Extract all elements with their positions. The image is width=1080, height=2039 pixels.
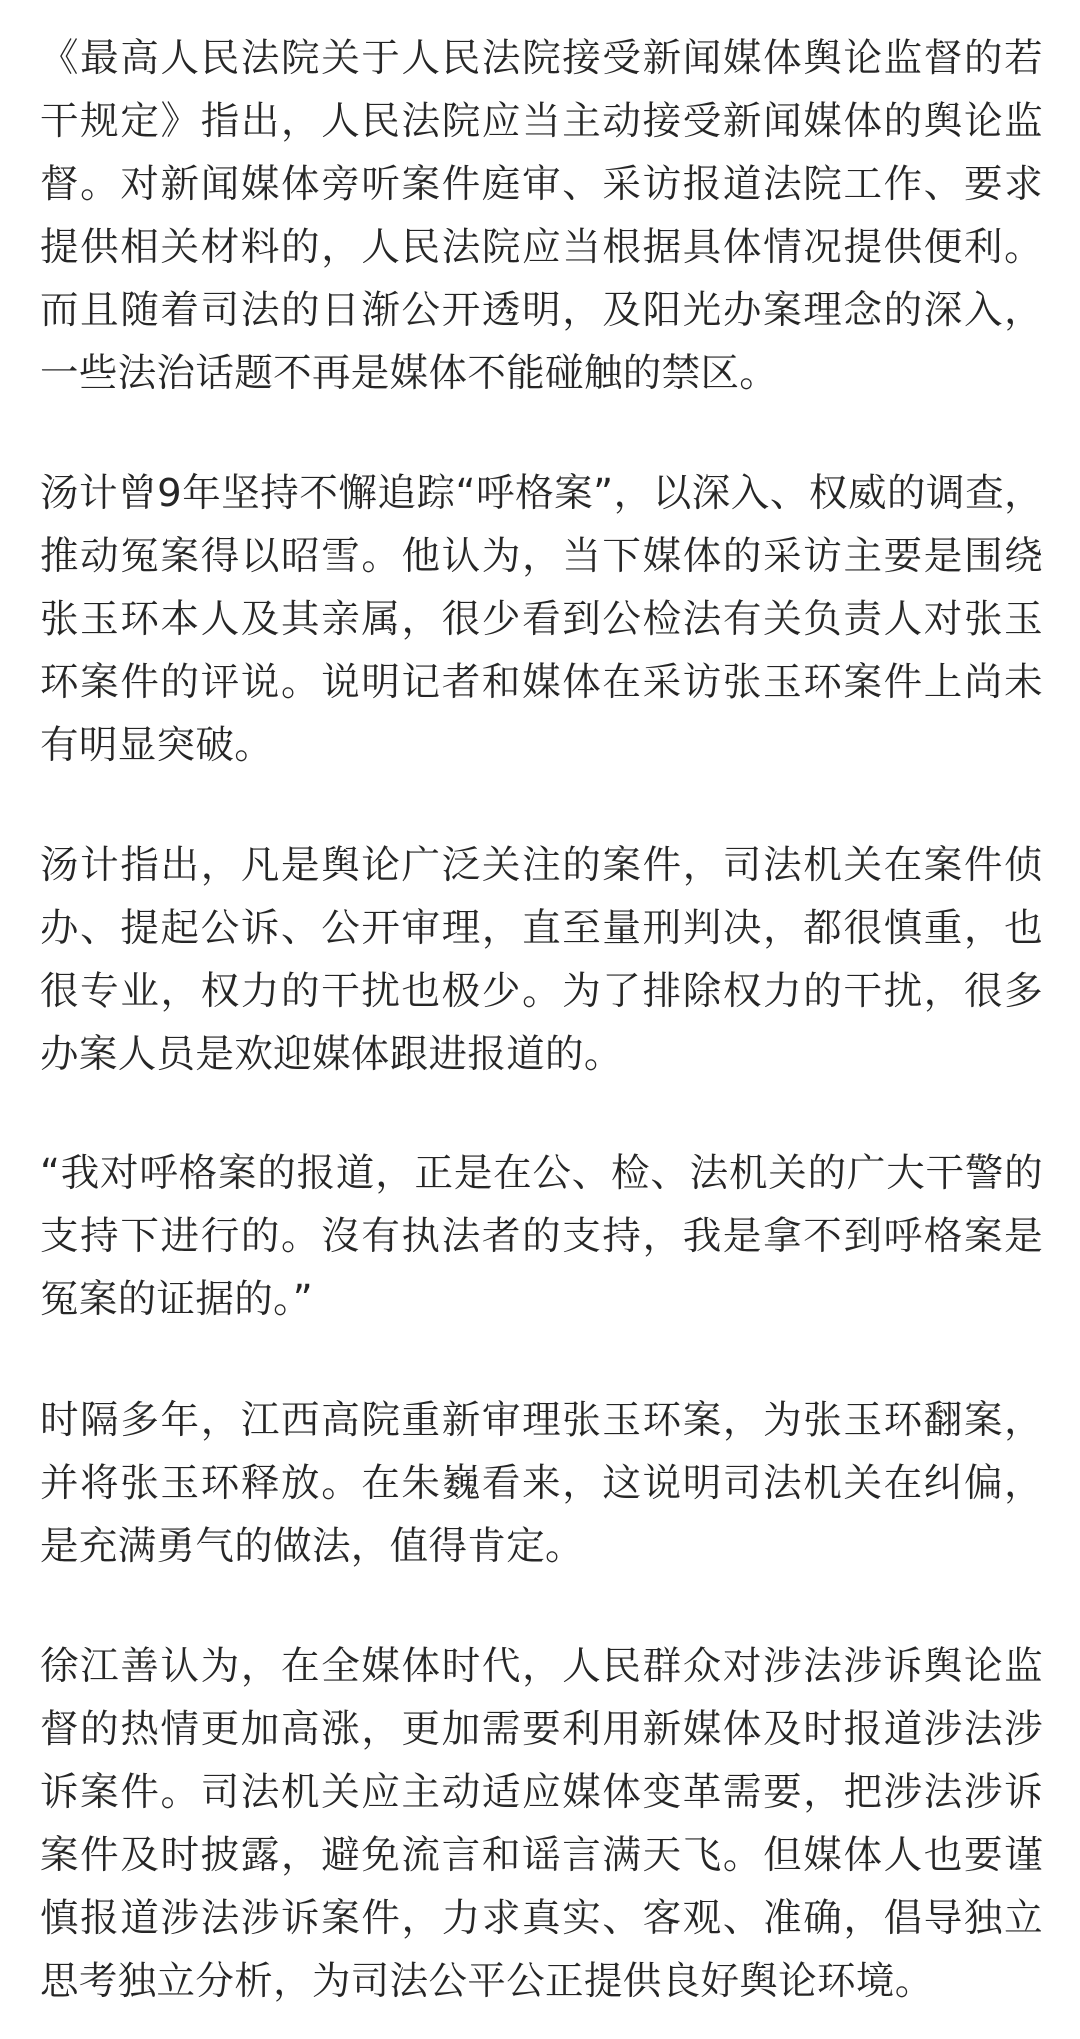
paragraph-zhuwei-view: 时隔多年，江西高院重新审理张玉环案，为张玉环翻案，并将张玉环释放。在朱巍看来，这说明司法机关在纠偏，是充满勇气的做法，值得肯定。 (40, 1398, 1043, 1569)
paragraph-xujiangshan-view: 徐江善认为，在全媒体时代，人民群众对涉法涉诉舆论监督的热情更加高涨，更加需要利用新媒体及时报道涉法涉诉案件。司法机关应主动适应媒体变革需要，把涉法涉诉案件及时披露，避免流言和谣言满天飞。但媒体人也要谨慎报道涉法涉诉案件，力求真实、客观、准确，倡导独立思考独立分析，为司法公平公正提供良好舆论环境。 (40, 1644, 1043, 2004)
paragraph-supreme-court-rules: 《最高人民法院关于人民法院接受新闻媒体舆论监督的若干规定》指出，人民法院应当主动接受新闻媒体的舆论监督。对新闻媒体旁听案件庭审、采访报道法院工作、要求提供相关材料的，人民法院应当根据具体情况提供便利。而且随着司法的日渐公开透明，及阳光办案理念的深入，一些法治话题不再是媒体不能碰触的禁区。 (40, 36, 1043, 396)
paragraph-tangji-view: 汤计曾9年坚持不懈追踪“呼格案”，以深入、权威的调查，推动冤案得以昭雪。他认为，当下媒体的采访主要是围绕张玉环本人及其亲属，很少看到公检法有关负责人对张玉环案件的评说。说明记者和媒体在采访张玉环案件上尚未有明显突破。 (40, 471, 1043, 768)
paragraph-tangji-points: 汤计指出，凡是舆论广泛关注的案件，司法机关在案件侦办、提起公诉、公开审理，直至量刑判决，都很慎重，也很专业，权力的干扰也极少。为了排除权力的干扰，很多办案人员是欢迎媒体跟进报道的。 (40, 843, 1043, 1077)
paragraph-quote: “我对呼格案的报道，正是在公、检、法机关的广大干警的支持下进行的。沒有执法者的支持，我是拿不到呼格案是冤案的证据的。” (40, 1151, 1043, 1322)
